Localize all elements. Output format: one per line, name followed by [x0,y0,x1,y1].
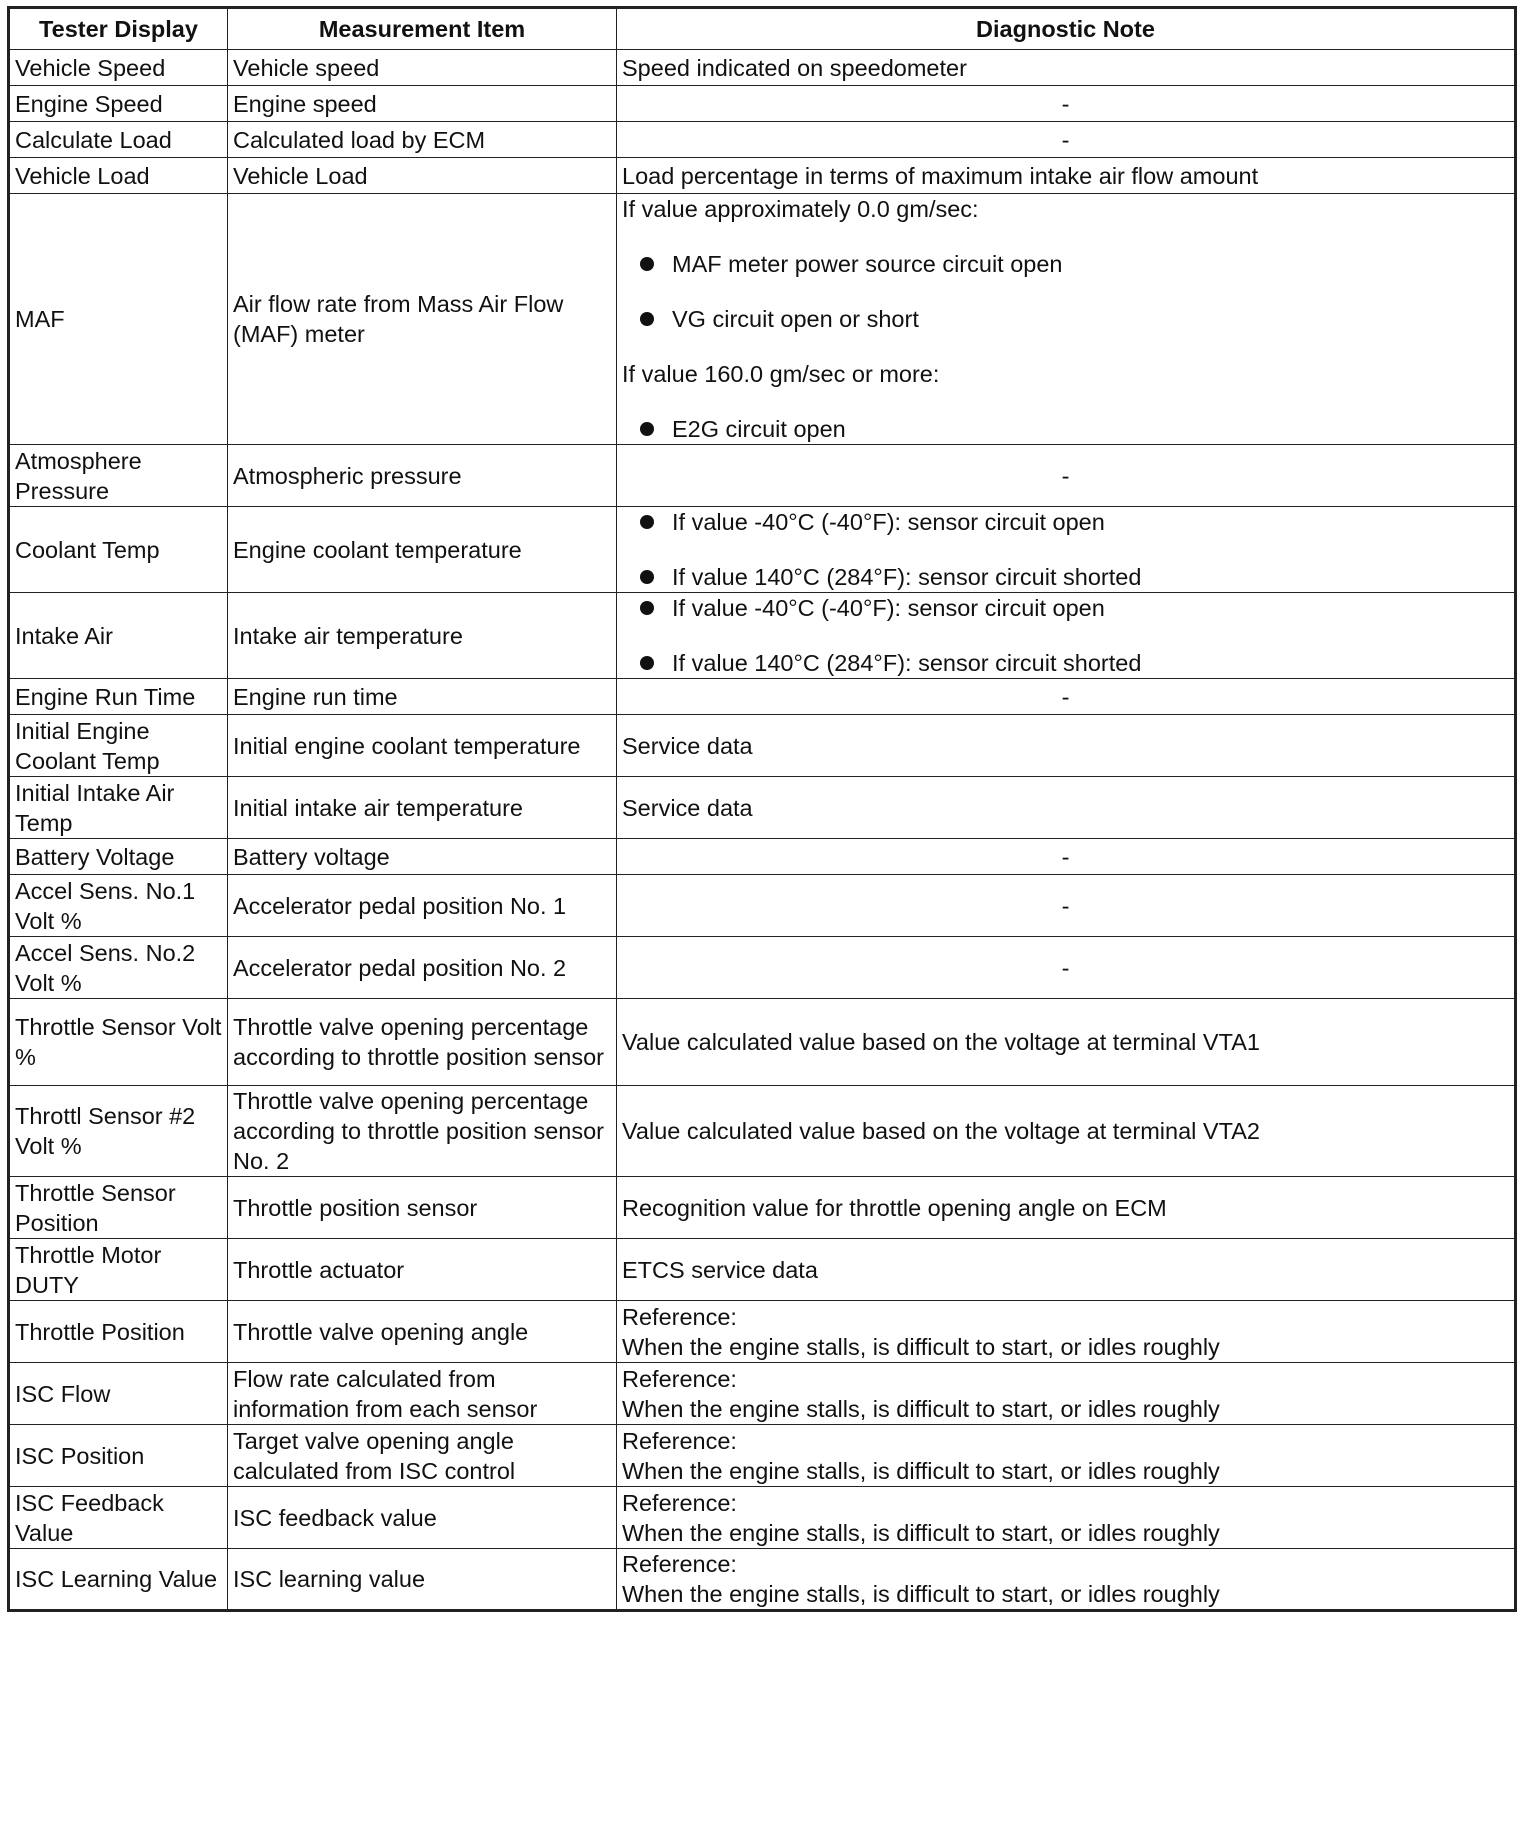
table-row [9,937,1516,999]
table-row [9,1086,1516,1177]
measurement-item-cell: Engine run time [228,679,617,715]
tester-display-cell: Vehicle Load [9,158,228,194]
note-reference-label: Reference: [622,1365,737,1392]
note-bullet: If value 140°C (284°F): sensor circuit shorted [622,648,1509,678]
tester-display-cell: Throttle Sensor Volt % [9,999,228,1086]
tester-display-cell: Engine Speed [9,86,228,122]
table-row [9,839,1516,875]
tester-display-cell: ISC Position [9,1425,228,1487]
diagnostic-note-cell [617,1549,1516,1611]
diagnostic-note-cell [617,1487,1516,1549]
table-row [9,1177,1516,1239]
table-row [9,875,1516,937]
measurement-item-cell: Initial engine coolant temperature [228,715,617,777]
measurement-item-cell: Flow rate calculated from information from each sensor [228,1363,617,1425]
note-paragraph: If value 160.0 gm/sec or more: [622,361,940,387]
tester-display-cell: Vehicle Speed [9,50,228,86]
measurement-item-cell: Battery voltage [228,839,617,875]
tester-display-cell: MAF [9,194,228,445]
diagnostic-note-cell: Service data [617,777,1516,839]
measurement-item-cell: Accelerator pedal position No. 2 [228,937,617,999]
tester-display-cell: ISC Learning Value [9,1549,228,1611]
table-row [9,445,1516,507]
measurement-item-cell: Engine coolant temperature [228,507,617,593]
table-row [9,777,1516,839]
tester-display-cell: Intake Air [9,593,228,679]
table-header [9,8,1516,50]
note-bullet: E2G circuit open [622,414,1509,444]
table-row [9,1239,1516,1301]
measurement-item-cell: Initial intake air temperature [228,777,617,839]
diagnostic-note-cell [617,1425,1516,1487]
note-bullet: If value -40°C (-40°F): sensor circuit open [622,593,1509,623]
diagnostic-note-cell: - [617,839,1516,875]
diagnostic-note-cell: Service data [617,715,1516,777]
measurement-item-cell: Air flow rate from Mass Air Flow (MAF) meter [228,194,617,445]
header-tester-display: Tester Display [9,8,228,50]
note-reference-text: When the engine stalls, is difficult to start, or idles roughly [622,1581,1220,1607]
tester-display-cell: Accel Sens. No.1 Volt % [9,875,228,937]
note-reference-label: Reference: [622,1427,737,1454]
measurement-item-cell: Throttle valve opening percentage according to throttle position sensor [228,999,617,1086]
tester-display-cell: ISC Flow [9,1363,228,1425]
measurement-item-cell: Target valve opening angle calculated from ISC control [228,1425,617,1487]
measurement-item-cell: ISC learning value [228,1549,617,1611]
note-reference-text: When the engine stalls, is difficult to start, or idles roughly [622,1457,1220,1484]
table-row [9,194,1516,445]
tester-display-cell: Atmosphere Pressure [9,445,228,507]
table-row [9,50,1516,86]
table-row [9,999,1516,1086]
measurement-item-cell: ISC feedback value [228,1487,617,1549]
table-row [9,1363,1516,1425]
note-reference-label: Reference: [622,1551,737,1577]
tester-display-cell: Initial Intake Air Temp [9,777,228,839]
diagnostic-note-cell: Speed indicated on speedometer [617,50,1516,86]
measurement-item-cell: Throttle position sensor [228,1177,617,1239]
table-row [9,679,1516,715]
diagnostic-note-cell: - [617,445,1516,507]
measurement-item-cell: Vehicle speed [228,50,617,86]
table-row [9,1487,1516,1549]
note-reference-text: When the engine stalls, is difficult to start, or idles roughly [622,1333,1220,1360]
diagnostic-note-cell: ETCS service data [617,1239,1516,1301]
table-body [9,50,1516,1611]
diagnostic-note-cell: - [617,86,1516,122]
diagnostic-note-cell: - [617,937,1516,999]
header-row [9,8,1516,50]
tester-display-cell: Accel Sens. No.2 Volt % [9,937,228,999]
tester-display-cell: Throttle Motor DUTY [9,1239,228,1301]
measurement-item-cell: Throttle actuator [228,1239,617,1301]
measurement-item-cell: Atmospheric pressure [228,445,617,507]
tester-display-cell: Battery Voltage [9,839,228,875]
tester-display-cell: Initial Engine Coolant Temp [9,715,228,777]
diagnostic-note-cell: Value calculated value based on the voltage at terminal VTA1 [617,999,1516,1086]
diagnostic-note-cell: Recognition value for throttle opening angle on ECM [617,1177,1516,1239]
tester-data-table [7,6,1517,1612]
table-row [9,593,1516,679]
note-bullet: If value -40°C (-40°F): sensor circuit open [622,507,1509,537]
tester-display-cell: Calculate Load [9,122,228,158]
measurement-item-cell: Vehicle Load [228,158,617,194]
diagnostic-note-cell: - [617,679,1516,715]
diagnostic-note-cell: Value calculated value based on the voltage at terminal VTA2 [617,1086,1516,1177]
table-row [9,715,1516,777]
diagnostic-note-cell [617,194,1516,445]
tester-display-cell: ISC Feedback Value [9,1487,228,1549]
tester-display-cell: Throttl Sensor #2 Volt % [9,1086,228,1177]
measurement-item-cell: Intake air temperature [228,593,617,679]
measurement-item-cell: Engine speed [228,86,617,122]
table-row [9,1549,1516,1611]
diagnostic-note-cell [617,1301,1516,1363]
measurement-item-cell: Accelerator pedal position No. 1 [228,875,617,937]
diagnostic-note-cell: Load percentage in terms of maximum intake air flow amount [617,158,1516,194]
table-row [9,507,1516,593]
tester-display-cell: Throttle Sensor Position [9,1177,228,1239]
table-row [9,1425,1516,1487]
tester-display-cell: Throttle Position [9,1301,228,1363]
measurement-item-cell: Throttle valve opening angle [228,1301,617,1363]
tester-display-cell: Coolant Temp [9,507,228,593]
note-bullet: VG circuit open or short [622,304,1509,334]
table-row [9,1301,1516,1363]
note-reference-label: Reference: [622,1489,737,1516]
note-paragraph: If value approximately 0.0 gm/sec: [622,196,979,222]
diagnostic-note-cell [617,507,1516,593]
diagnostic-note-cell: - [617,122,1516,158]
diagnostic-note-cell: - [617,875,1516,937]
tester-display-cell: Engine Run Time [9,679,228,715]
note-bullet: If value 140°C (284°F): sensor circuit shorted [622,562,1509,592]
note-bullet: MAF meter power source circuit open [622,249,1509,279]
table-row [9,86,1516,122]
measurement-item-cell: Throttle valve opening percentage according to throttle position sensor No. 2 [228,1086,617,1177]
table-row [9,158,1516,194]
note-reference-label: Reference: [622,1303,737,1330]
table-row [9,122,1516,158]
note-reference-text: When the engine stalls, is difficult to start, or idles roughly [622,1395,1220,1422]
measurement-item-cell: Calculated load by ECM [228,122,617,158]
diagnostic-note-cell [617,1363,1516,1425]
diagnostic-note-cell [617,593,1516,679]
header-diagnostic-note: Diagnostic Note [617,8,1516,50]
document-page [7,6,1517,1612]
header-measurement-item: Measurement Item [228,8,617,50]
note-reference-text: When the engine stalls, is difficult to start, or idles roughly [622,1519,1220,1546]
